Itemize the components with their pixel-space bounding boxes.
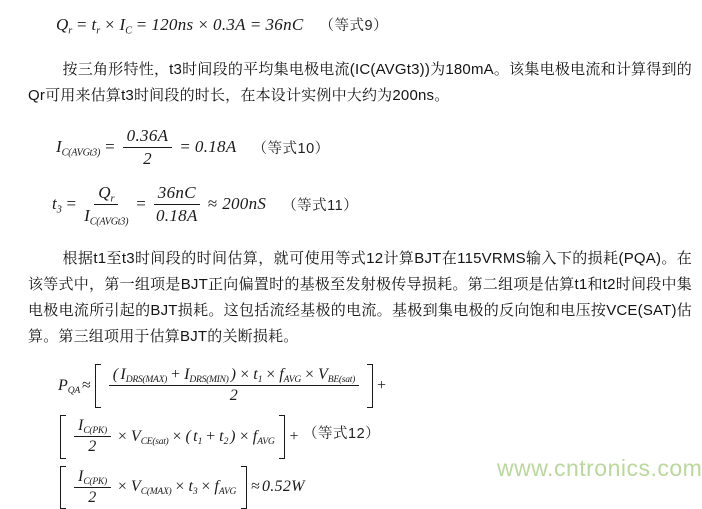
equation-12-line-2: I C(PK) 2 × V CE(sat) × ( t 1 + t 2 ) × f AVG + <box>58 415 301 459</box>
equation-12-line-3: I C(PK) 2 × V C(MAX) × t 3 × f AVG ≈ 0.52W <box>58 466 305 509</box>
equation-9-formula: Q r = t r × I C = 120ns × 0.3A = 36nC <box>56 14 304 36</box>
equation-10 <box>56 126 330 168</box>
equation-12-line-1: P QA ≈ ( I DRS(MAX) + I DRS(MIN) ) × t 1 × f AVG × V BE(sat) 2 + <box>58 364 388 408</box>
equation-10-label: （等式10） <box>252 140 330 157</box>
paragraph-loss-calculation: 根据t1至t3时间段的时间估算，就可使用等式12计算BJT在115VRMS输入下的损耗(PQA)。在该等式中，第一组项是BJT正向偏置时的基极至发射极传导损耗。第二组项是估算t1和t2时间段中集电极电流所引起的BJT损耗。这包括流经基极的电流。基极到集电极的反向饱和电压按VCE(SAT)估算。第三组项用于估算BJT的关断损耗。 <box>28 250 692 345</box>
equation-9-label: （等式9） <box>319 18 389 34</box>
equation-11-label: （等式11） <box>282 197 359 214</box>
equation-11 <box>52 183 358 225</box>
equation-12-label: （等式12） <box>303 426 381 442</box>
equation-10-formula: I C(AVGt3) = $\frac{0.36A}{2}$ = 0.18A <box>56 126 237 168</box>
paragraph-triangle-characteristic: 按三角形特性，t3时间段的平均集电极电流(IC(AVGt3))为180mA。该集电极电流和计算得到的Qr可用来估算t3时间段的时长，在本设计实例中大约为200ns。 <box>28 61 692 104</box>
watermark-cntronics: www.cntronics.com <box>497 455 702 481</box>
equation-9 <box>56 14 388 35</box>
equation-11-formula: t 3 = Q r I C(AVGt3) = $\frac{36nC}{0.18A}$ ≈ 200nS <box>52 183 267 227</box>
